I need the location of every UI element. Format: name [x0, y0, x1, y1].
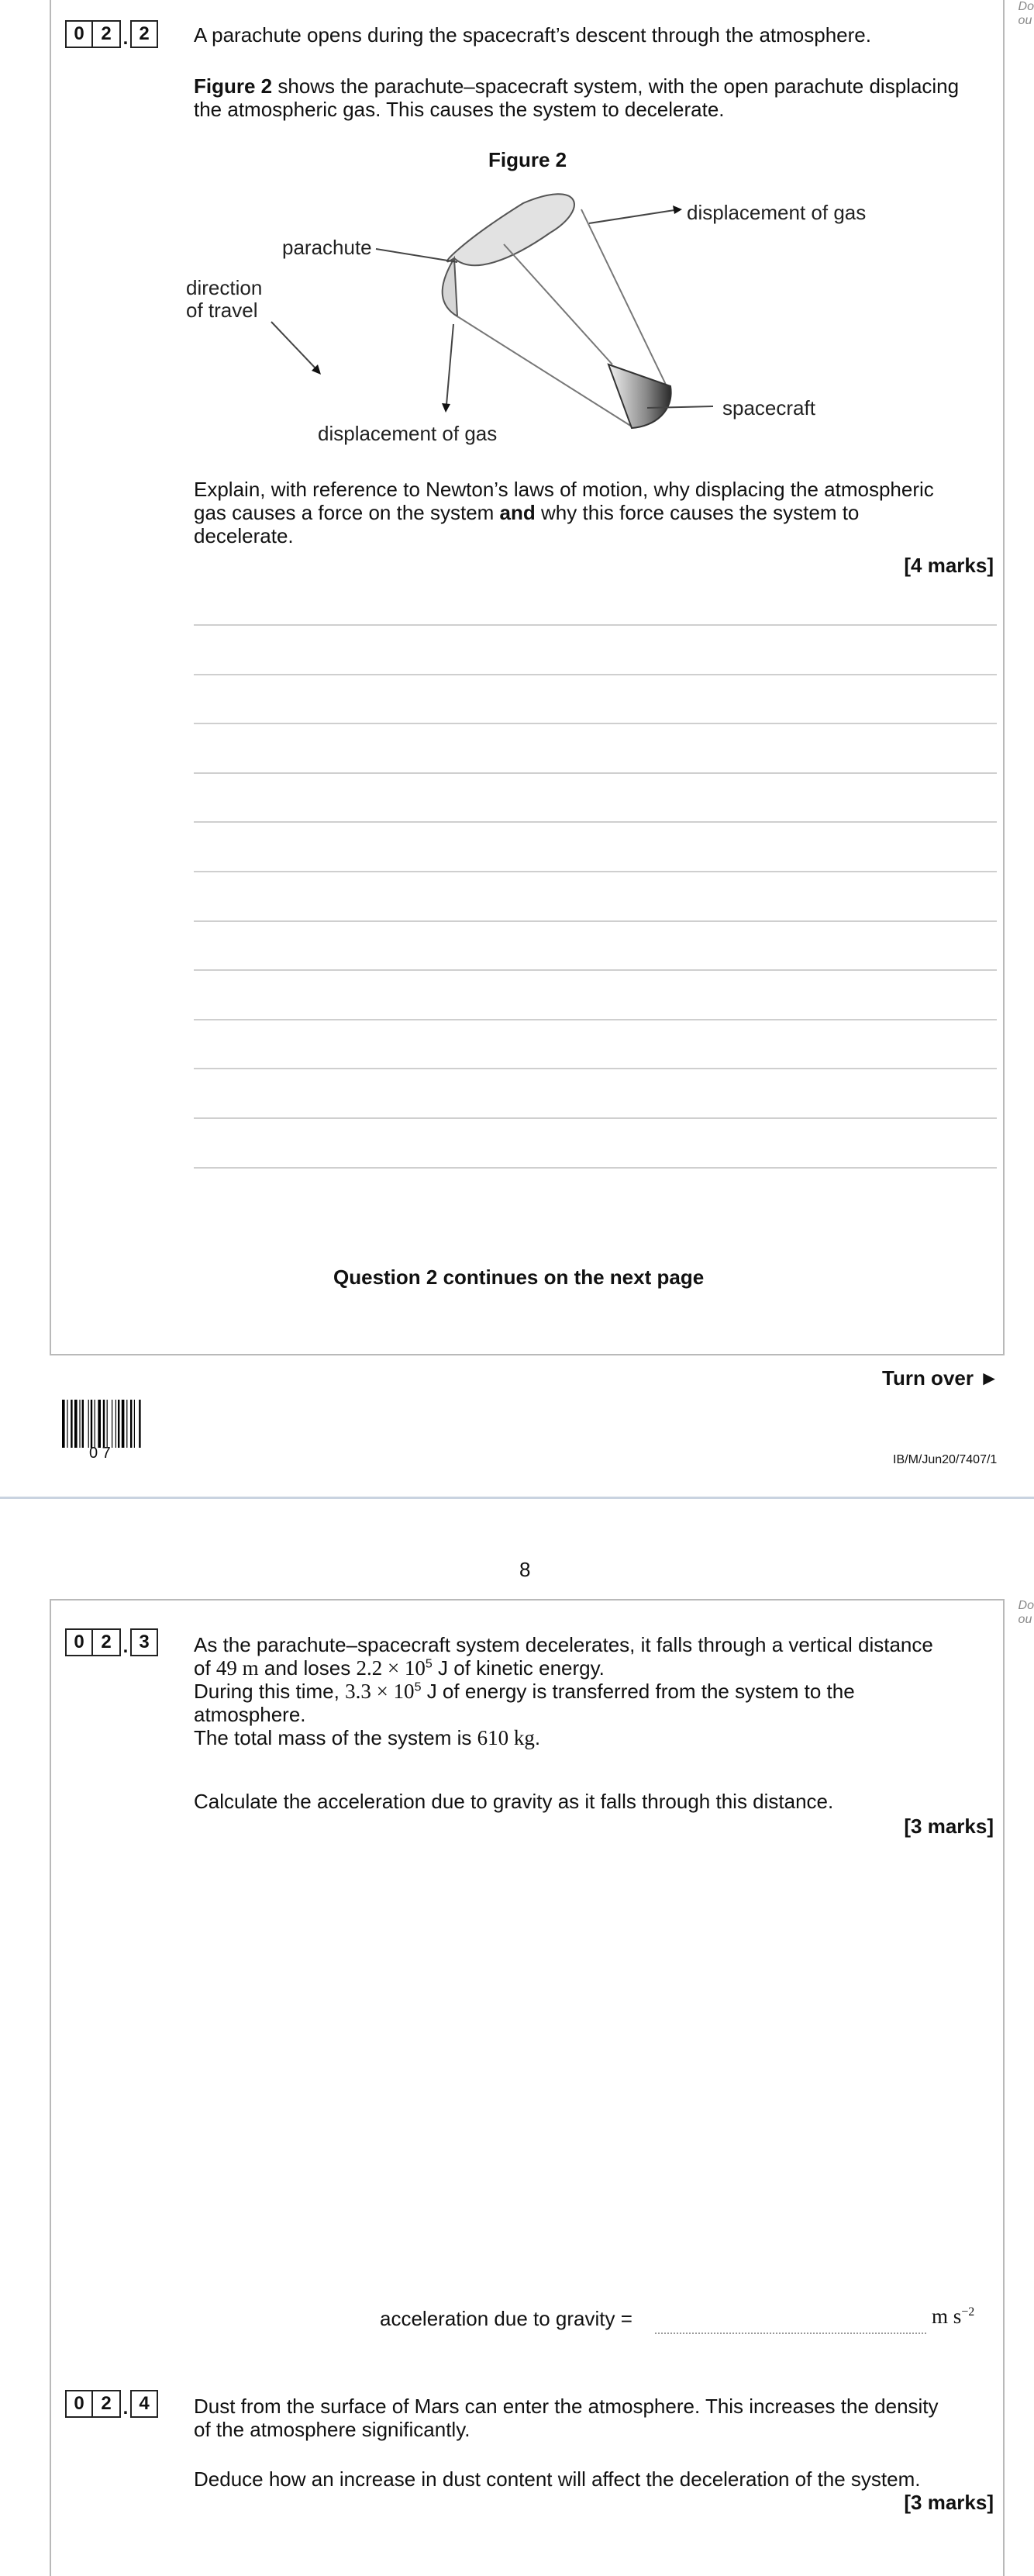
- answer-line[interactable]: [194, 674, 997, 675]
- q23-instruction: Calculate the acceleration due to gravity as it falls through this distance.: [194, 1790, 834, 1813]
- corner-note-bottom: Do ou: [1018, 1599, 1034, 1626]
- figure-title: Figure 2: [488, 148, 567, 171]
- answer-line[interactable]: [194, 1167, 997, 1169]
- qnum-digit: 2: [93, 20, 121, 48]
- barcode-digits: 0 7: [89, 1445, 111, 1462]
- corner-note-top: Do ou: [1018, 0, 1034, 27]
- answer-line[interactable]: [194, 723, 997, 724]
- answer-line[interactable]: [194, 772, 997, 774]
- q22-question: Explain, with reference to Newton’s laws of motion, why displacing the atmospheric gas causes a force on the system and why this force causes the system to decelerate.: [194, 478, 934, 547]
- barcode-image: [62, 1400, 164, 1448]
- q23-stem: As the parachute–spacecraft system decelerates, it falls through a vertical distance of 49 m and loses $2.2 \times 10^5$ J of kinetic energy. During this time, $3.3 \times 10^5$ J of energy is transferred from the system to the atmosphere. The total mass of the system is 610 kg.: [194, 1633, 933, 1749]
- question-number-02-3: 0 2 . 3: [65, 1628, 158, 1656]
- qnum-digit: 2: [130, 20, 158, 48]
- qnum-digit: 3: [130, 1628, 158, 1656]
- answer-label-gravity: acceleration due to gravity =: [380, 2307, 632, 2330]
- q24-stem: Dust from the surface of Mars can enter the atmosphere. This increases the density of the atmosphere significantly.: [194, 2395, 939, 2441]
- answer-line[interactable]: [194, 969, 997, 971]
- page-number: 8: [519, 1558, 531, 1581]
- label-direction-1: direction: [186, 276, 263, 299]
- label-spacecraft: spacecraft: [722, 396, 815, 420]
- answer-line[interactable]: [194, 624, 997, 626]
- parachute-canopy: [447, 194, 574, 265]
- q24-marks: [3 marks]: [904, 2491, 994, 2514]
- answer-field-gravity[interactable]: [655, 2333, 926, 2334]
- qnum-digit: 2: [93, 1628, 121, 1656]
- q23-marks: [3 marks]: [904, 1815, 994, 1838]
- qnum-digit: 0: [65, 20, 93, 48]
- answer-line[interactable]: [194, 871, 997, 872]
- answer-unit: m $s^{-2}$: [932, 2305, 975, 2328]
- label-parachute: parachute: [282, 236, 372, 259]
- continues-note: Question 2 continues on the next page: [333, 1266, 705, 1289]
- label-displacement-bottom: displacement of gas: [318, 422, 498, 445]
- answer-line[interactable]: [194, 1117, 997, 1119]
- paper-code: IB/M/Jun20/7407/1: [893, 1453, 998, 1466]
- qnum-digit: 0: [65, 2390, 93, 2418]
- qnum-digit: 4: [130, 2390, 158, 2418]
- qnum-digit: 2: [93, 2390, 121, 2418]
- answer-line[interactable]: [194, 1068, 997, 1069]
- question-number-02-4: 0 2 . 4: [65, 2390, 158, 2418]
- q22-intro: A parachute opens during the spacecraft’s descent through the atmosphere.: [194, 23, 871, 47]
- label-direction-2: of travel: [186, 299, 258, 322]
- q24-instruction: Deduce how an increase in dust content will affect the deceleration of the system.: [194, 2467, 921, 2491]
- answer-line[interactable]: [194, 920, 997, 922]
- q22-marks: [4 marks]: [904, 554, 994, 577]
- turn-over[interactable]: Turn over ►: [882, 1366, 999, 1390]
- label-displacement-top: displacement of gas: [687, 201, 867, 224]
- qnum-digit: 0: [65, 1628, 93, 1656]
- figure-2-diagram: [178, 186, 907, 458]
- answer-line[interactable]: [194, 1019, 997, 1020]
- question-number-02-2: 0 2 . 2: [65, 20, 158, 48]
- page-separator: [0, 1497, 1034, 1499]
- answer-line[interactable]: [194, 821, 997, 823]
- q22-figure-reference: Figure 2 shows the parachute–spacecraft system, with the open parachute displacing the atmospheric gas. This causes the system to decelerate.: [194, 74, 960, 121]
